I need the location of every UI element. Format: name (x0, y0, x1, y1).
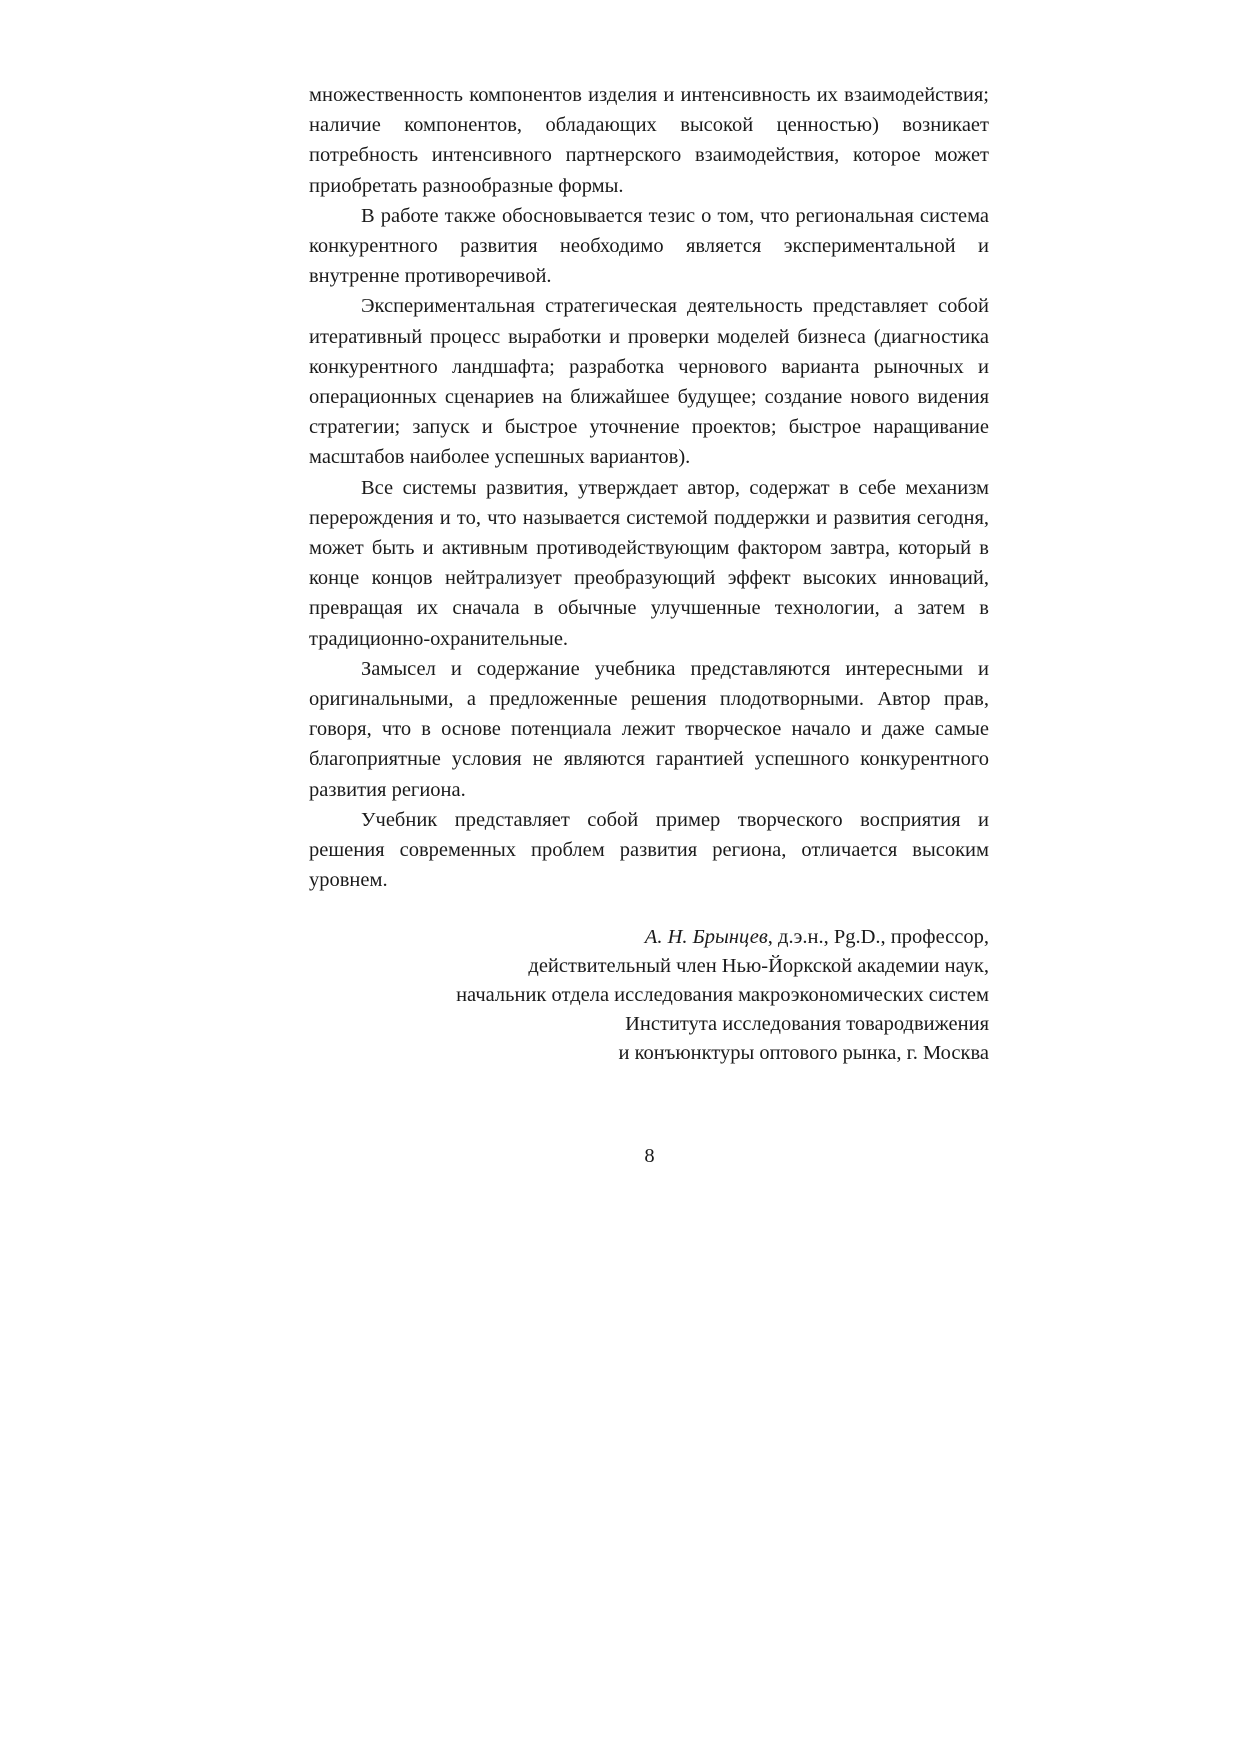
paragraph: В работе также обосновывается тезис о том, что региональная система конкурентного развития необходимо является экспериментальной и внутренне противоречивой. (309, 204, 989, 288)
signature-line-1 (309, 923, 989, 952)
paragraph: Замысел и содержание учебника представляются интересными и оригинальными, а предложенные решения плодотворными. Автор прав, говоря, что в основе потенциала лежит творческое начало и даже самые благоприятные условия не являются гарантией успешного конкурентного развития региона. (309, 657, 989, 801)
paragraph: множественность компонентов изделия и интенсивность их взаимодействия; наличие компонентов, обладающих высокой ценностью) возникает потребность интенсивного партнерского взаимодействия, которое может приобретать разнообразные формы. (309, 84, 989, 197)
signature-line-2: действительный член Нью-Йоркской академии наук, (528, 955, 989, 977)
signature-line-5: и конъюнктуры оптового рынка, г. Москва (618, 1042, 989, 1064)
signature-line-3: начальник отдела исследования макроэкономических систем (456, 984, 989, 1006)
author-name: А. Н. Брынцев (644, 926, 768, 948)
page-number: 8 (644, 1145, 655, 1167)
signature-line-4: Института исследования товародвижения (625, 1013, 989, 1035)
paragraph: Экспериментальная стратегическая деятельность представляет собой итеративный процесс выработки и проверки моделей бизнеса (диагностика конкурентного ландшафта; разработка чернового варианта рыночных и операционных сценариев на ближайшее будущее; создание нового видения стратегии; запуск и быстрое уточнение проектов; быстрое наращивание масштабов наиболее успешных вариантов). (309, 295, 989, 469)
paragraph: Все системы развития, утверждает автор, содержат в себе механизм перерождения и то, что называется системой поддержки и развития сегодня, может быть и активным противодействующим фактором завтра, который в конце концов нейтрализует преобразующий эффект высоких инноваций, превращая их сначала в обычные улучшенные технологии, а затем в традиционно-охранительные. (309, 476, 989, 650)
author-signature (309, 923, 989, 1068)
body-text (309, 80, 989, 895)
author-credentials: , д.э.н., Pg.D., профессор, (767, 926, 989, 948)
paragraph: Учебник представляет собой пример творческого восприятия и решения современных проблем развития региона, отличается высоким уровнем. (309, 808, 989, 892)
